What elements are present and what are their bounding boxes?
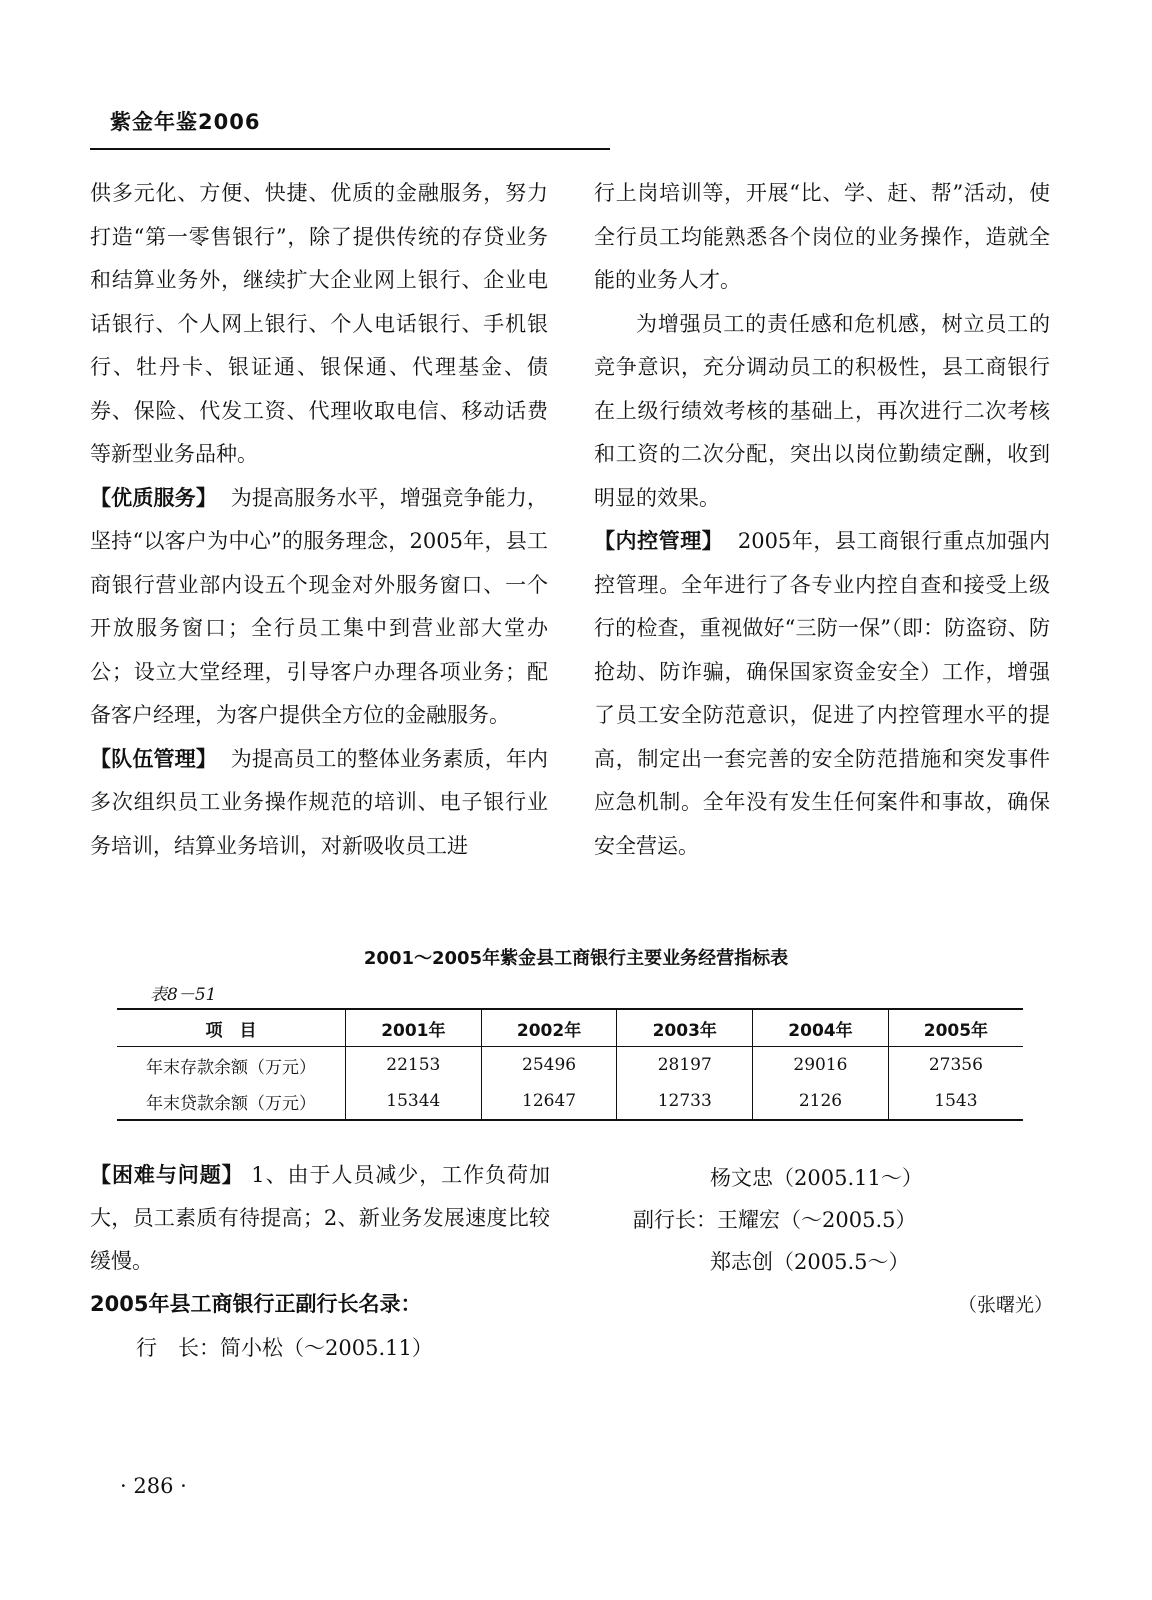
table-cell: 年末存款余额（万元） <box>146 1057 316 1078</box>
paragraph-team-management <box>90 738 548 869</box>
section-tag: 【内控管理】 <box>594 529 724 553</box>
paragraph: 行上岗培训等，开展“比、学、赶、帮”活动，使全行员工均能熟悉各个岗位的业务操作，造就全能的业务人才。 <box>594 181 1050 292</box>
table-header-cell: 2003年 <box>617 1009 753 1047</box>
table-cell: 2126 <box>753 1083 889 1120</box>
table-cell: 22153 <box>346 1047 482 1084</box>
table-cell: 28197 <box>617 1047 753 1084</box>
table-cell: 15344 <box>346 1083 482 1120</box>
table-cell: 年末贷款余额（万元） <box>146 1093 316 1114</box>
table-header-cell: 2002年 <box>481 1009 617 1047</box>
paragraph-internal-control <box>594 520 1050 868</box>
paragraph-problems <box>90 1154 550 1283</box>
page-header-title: 紫金年鉴2006 <box>110 110 261 134</box>
table-header-cell: 2001年 <box>346 1009 482 1047</box>
roster-president: 行 长：简小松（～2005.11） <box>136 1336 433 1360</box>
roster-title: 2005年县工商银行正副行长名录： <box>90 1292 422 1316</box>
indicator-table <box>117 1008 1023 1121</box>
table-cell: 29016 <box>753 1047 889 1084</box>
section-tag: 【优质服务】 <box>90 485 217 510</box>
table-cell: 25496 <box>481 1047 617 1084</box>
paragraph-text: 1、由于人员减少，工作负荷加大，员工素质有待提高；2、新业务发展速度比较缓慢。 <box>90 1163 550 1273</box>
author-credit: （张曙光） <box>958 1294 1054 1316</box>
roster-vice-1: 副行长：王耀宏（～2005.5） <box>633 1208 917 1232</box>
paragraph: 供多元化、方便、快捷、优质的金融服务，努力打造“第一零售银行”，除了提供传统的存贷业务和结算业务外，继续扩大企业网上银行、企业电话银行、个人网上银行、个人电话银行、手机银行、牡丹卡、银证通、银保通、代理基金、债券、保险、代发工资、代理收取电信、移动话费等新型业务品种。 <box>90 181 548 466</box>
roster-president-2: 杨文忠（2005.11～） <box>710 1166 923 1190</box>
right-column <box>594 172 1050 868</box>
roster-vice-2: 郑志创（2005.5～） <box>710 1250 910 1274</box>
table-header-row <box>117 1009 1023 1047</box>
paragraph-text: 2005年，县工商银行重点加强内控管理。全年进行了各专业内控自查和接受上级行的检查，重视做好“三防一保”（即：防盗窃、防抢劫、防诈骗，确保国家资金安全）工作，增强了员工安全防范意识，促进了内控管理水平的提高，制定出一套完善的安全防范措施和突发事件应急机制。全年没有发生任何案件和事故，确保安全营运。 <box>594 529 1050 858</box>
table-number: 表8－51 <box>150 985 217 1005</box>
table-row <box>117 1047 1023 1084</box>
page-number: · 286 · <box>120 1474 187 1498</box>
paragraph-text: 为提高服务水平，增强竞争能力，坚持“以客户为中心”的服务理念，2005年，县工商银行营业部内设五个现金对外服务窗口、一个开放服务窗口；全行员工集中到营业部大堂办公；设立大堂经理，引导客户办理各项业务；配备客户经理，为客户提供全方位的金融服务。 <box>90 485 549 727</box>
paragraph: 为增强员工的责任感和危机感，树立员工的竞争意识，充分调动员工的积极性，县工商银行在上级行绩效考核的基础上，再次进行二次考核和工资的二次分配，突出以岗位勤绩定酬，收到明显的效果。 <box>594 311 1050 510</box>
problems-section <box>90 1154 550 1283</box>
table-cell: 12647 <box>481 1083 617 1120</box>
paragraph-quality-service <box>90 477 548 738</box>
left-column <box>90 172 548 868</box>
table-header-cell: 2004年 <box>753 1009 889 1047</box>
table-cell: 12733 <box>617 1083 753 1120</box>
section-tag: 【队伍管理】 <box>90 746 217 771</box>
table-header-cell: 2005年 <box>888 1009 1023 1047</box>
table-title: 2001～2005年紫金县工商银行主要业务经营指标表 <box>363 948 789 969</box>
table-header-cell: 项 目 <box>117 1009 346 1047</box>
section-tag: 【困难与问题】 <box>90 1163 244 1187</box>
table-cell: 1543 <box>888 1083 1023 1120</box>
header-rule <box>90 148 610 150</box>
table-row <box>117 1083 1023 1120</box>
table-cell: 27356 <box>888 1047 1023 1084</box>
paragraph-text: 为提高员工的整体业务素质，年内多次组织员工业务操作规范的培训、电子银行业务培训，结算业务培训，对新吸收员工进 <box>90 746 549 858</box>
